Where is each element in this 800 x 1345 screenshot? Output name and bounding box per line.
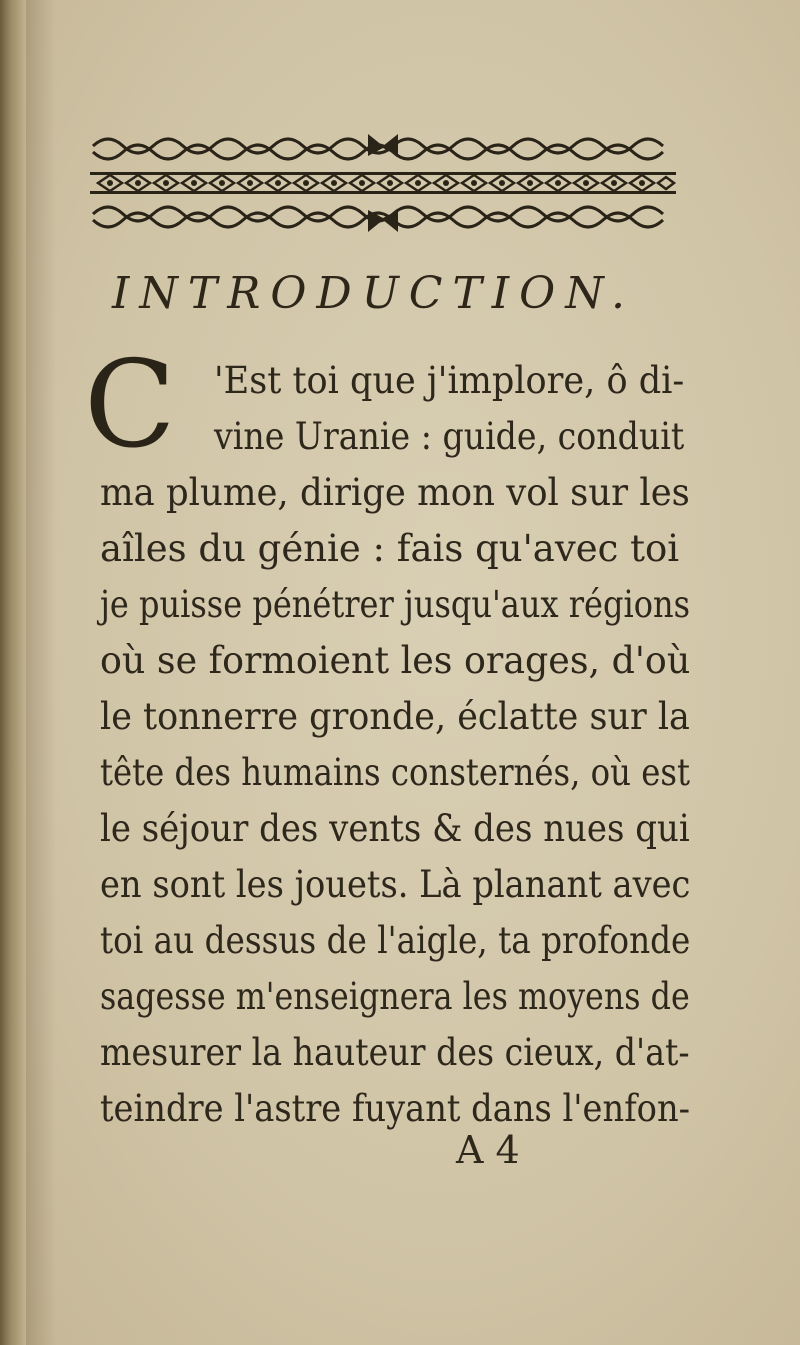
text-line: vine Uranie : guide, conduit (214, 415, 685, 458)
page-fold-shadow (26, 0, 56, 1345)
text-line: le tonnerre gronde, éclatte sur la (100, 695, 690, 738)
text-line: toi au dessus de l'aigle, ta profonde (100, 919, 691, 962)
text-line: le séjour des vents & des nues qui (100, 807, 690, 850)
ornamental-headpiece (88, 128, 678, 238)
text-line: ma plume, dirige mon vol sur les (100, 471, 690, 514)
page-title: INTRODUCTION. (112, 268, 635, 319)
text-line: aîles du génie : fais qu'avec toi (100, 527, 680, 570)
book-binding-edge (0, 0, 26, 1345)
signature-mark: A 4 (456, 1128, 520, 1172)
text-line: je puisse pénétrer jusqu'aux régions (100, 583, 691, 626)
text-line: tête des humains consternés, où est (100, 751, 690, 794)
drop-cap: C (84, 336, 176, 475)
text-line: sagesse m'enseignera les moyens de (100, 975, 690, 1018)
text-line: 'Est toi que j'implore, ô di- (214, 359, 685, 402)
text-line: en sont les jouets. Là planant avec (100, 863, 691, 906)
text-line: où se formoient les orages, d'où (100, 639, 691, 682)
text-line: mesurer la hauteur des cieux, d'at- (100, 1031, 690, 1074)
text-line: teindre l'astre fuyant dans l'enfon- (100, 1087, 691, 1130)
